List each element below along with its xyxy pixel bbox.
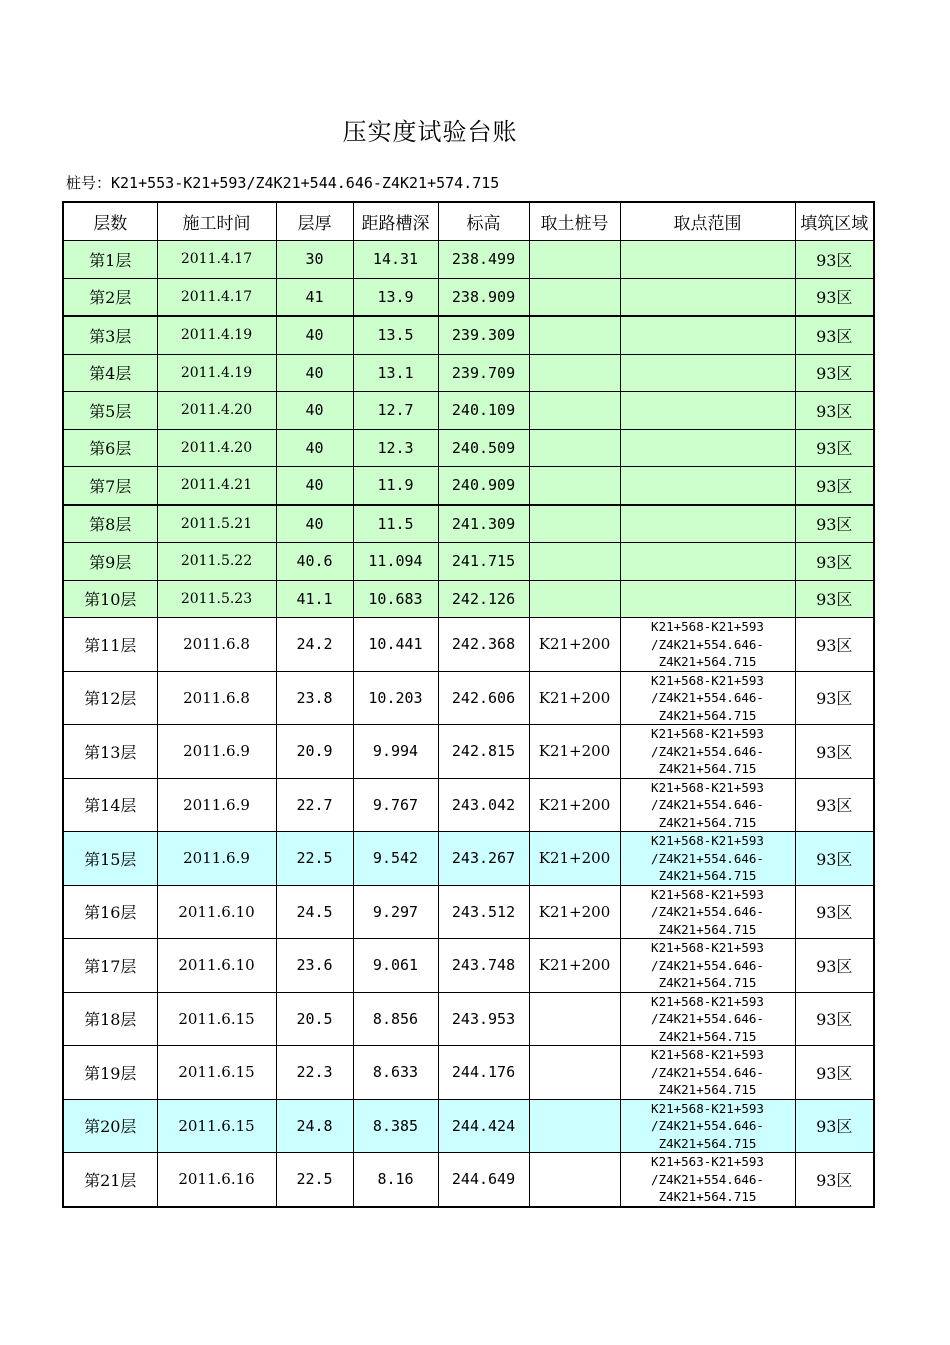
table-row <box>63 832 874 886</box>
depth-cell: 8.16 <box>353 1153 438 1207</box>
elevation-cell: 244.176 <box>438 1046 529 1100</box>
thickness-cell: 22.7 <box>276 778 353 832</box>
header-source-stake: 取土桩号 <box>529 202 620 241</box>
sampling-range-cell <box>620 580 795 618</box>
layer-cell: 第9层 <box>63 543 157 581</box>
sampling-range-cell: K21+568-K21+593 /Z4K21+554.646- Z4K21+564.715 <box>620 778 795 832</box>
thickness-cell: 40 <box>276 467 353 505</box>
source-stake-cell: K21+200 <box>529 725 620 779</box>
thickness-cell: 40 <box>276 392 353 430</box>
table-row <box>63 429 874 467</box>
thickness-cell: 40 <box>276 354 353 392</box>
source-stake-cell <box>529 580 620 618</box>
elevation-cell: 244.649 <box>438 1153 529 1207</box>
fill-zone-cell: 93区 <box>795 832 874 886</box>
fill-zone-cell: 93区 <box>795 543 874 581</box>
thickness-cell: 20.9 <box>276 725 353 779</box>
fill-zone-cell: 93区 <box>795 618 874 672</box>
fill-zone-cell: 93区 <box>795 580 874 618</box>
depth-cell: 10.203 <box>353 671 438 725</box>
source-stake-cell: K21+200 <box>529 778 620 832</box>
source-stake-cell: K21+200 <box>529 832 620 886</box>
fill-zone-cell: 93区 <box>795 354 874 392</box>
elevation-cell: 242.606 <box>438 671 529 725</box>
elevation-cell: 240.909 <box>438 467 529 505</box>
elevation-cell: 239.709 <box>438 354 529 392</box>
sampling-range-cell: K21+568-K21+593 /Z4K21+554.646- Z4K21+564.715 <box>620 992 795 1046</box>
depth-cell: 12.3 <box>353 429 438 467</box>
date-cell: 2011.6.8 <box>157 618 276 672</box>
fill-zone-cell: 93区 <box>795 467 874 505</box>
table-row <box>63 505 874 543</box>
depth-cell: 9.061 <box>353 939 438 993</box>
depth-cell: 9.994 <box>353 725 438 779</box>
header-elevation: 标高 <box>438 202 529 241</box>
depth-cell: 13.1 <box>353 354 438 392</box>
table-row <box>63 1099 874 1153</box>
compaction-ledger-table <box>62 201 875 1208</box>
sampling-range-cell <box>620 505 795 543</box>
depth-cell: 14.31 <box>353 241 438 279</box>
layer-cell: 第18层 <box>63 992 157 1046</box>
table-row <box>63 671 874 725</box>
depth-cell: 12.7 <box>353 392 438 430</box>
elevation-cell: 242.126 <box>438 580 529 618</box>
table-row <box>63 618 874 672</box>
sampling-range-cell <box>620 278 795 316</box>
fill-zone-cell: 93区 <box>795 1046 874 1100</box>
thickness-cell: 24.2 <box>276 618 353 672</box>
date-cell: 2011.6.10 <box>157 939 276 993</box>
depth-cell: 10.441 <box>353 618 438 672</box>
layer-cell: 第12层 <box>63 671 157 725</box>
layer-cell: 第7层 <box>63 467 157 505</box>
sampling-range-cell: K21+568-K21+593 /Z4K21+554.646- Z4K21+564.715 <box>620 832 795 886</box>
layer-cell: 第1层 <box>63 241 157 279</box>
table-row <box>63 241 874 279</box>
header-sampling-range: 取点范围 <box>620 202 795 241</box>
source-stake-cell <box>529 429 620 467</box>
date-cell: 2011.6.8 <box>157 671 276 725</box>
elevation-cell: 243.267 <box>438 832 529 886</box>
header-row <box>63 202 874 241</box>
date-cell: 2011.6.9 <box>157 725 276 779</box>
date-cell: 2011.5.21 <box>157 505 276 543</box>
layer-cell: 第17层 <box>63 939 157 993</box>
layer-cell: 第5层 <box>63 392 157 430</box>
thickness-cell: 41.1 <box>276 580 353 618</box>
fill-zone-cell: 93区 <box>795 725 874 779</box>
source-stake-cell <box>529 505 620 543</box>
table-row <box>63 1153 874 1207</box>
date-cell: 2011.5.23 <box>157 580 276 618</box>
thickness-cell: 23.8 <box>276 671 353 725</box>
source-stake-cell <box>529 316 620 354</box>
thickness-cell: 41 <box>276 278 353 316</box>
fill-zone-cell: 93区 <box>795 392 874 430</box>
sampling-range-cell <box>620 316 795 354</box>
table-row <box>63 778 874 832</box>
layer-cell: 第6层 <box>63 429 157 467</box>
thickness-cell: 23.6 <box>276 939 353 993</box>
header-date: 施工时间 <box>157 202 276 241</box>
sampling-range-cell: K21+568-K21+593 /Z4K21+554.646- Z4K21+564.715 <box>620 725 795 779</box>
depth-cell: 11.9 <box>353 467 438 505</box>
date-cell: 2011.4.19 <box>157 354 276 392</box>
layer-cell: 第14层 <box>63 778 157 832</box>
elevation-cell: 240.109 <box>438 392 529 430</box>
source-stake-cell <box>529 1046 620 1100</box>
date-cell: 2011.6.9 <box>157 778 276 832</box>
thickness-cell: 24.8 <box>276 1099 353 1153</box>
thickness-cell: 22.3 <box>276 1046 353 1100</box>
layer-cell: 第8层 <box>63 505 157 543</box>
layer-cell: 第3层 <box>63 316 157 354</box>
source-stake-cell: K21+200 <box>529 671 620 725</box>
layer-cell: 第19层 <box>63 1046 157 1100</box>
thickness-cell: 22.5 <box>276 1153 353 1207</box>
elevation-cell: 243.953 <box>438 992 529 1046</box>
layer-cell: 第15层 <box>63 832 157 886</box>
header-fill-zone: 填筑区域 <box>795 202 874 241</box>
sampling-range-cell <box>620 543 795 581</box>
sampling-range-cell <box>620 354 795 392</box>
table-row <box>63 992 874 1046</box>
table-row <box>63 885 874 939</box>
source-stake-cell <box>529 467 620 505</box>
date-cell: 2011.6.15 <box>157 992 276 1046</box>
fill-zone-cell: 93区 <box>795 316 874 354</box>
elevation-cell: 242.815 <box>438 725 529 779</box>
source-stake-cell <box>529 278 620 316</box>
sampling-range-cell: K21+568-K21+593 /Z4K21+554.646- Z4K21+564.715 <box>620 1099 795 1153</box>
layer-cell: 第2层 <box>63 278 157 316</box>
sampling-range-cell: K21+568-K21+593 /Z4K21+554.646- Z4K21+564.715 <box>620 885 795 939</box>
date-cell: 2011.5.22 <box>157 543 276 581</box>
elevation-cell: 241.309 <box>438 505 529 543</box>
depth-cell: 8.385 <box>353 1099 438 1153</box>
source-stake-cell: K21+200 <box>529 885 620 939</box>
sampling-range-cell: K21+568-K21+593 /Z4K21+554.646- Z4K21+564.715 <box>620 618 795 672</box>
source-stake-cell <box>529 1099 620 1153</box>
date-cell: 2011.6.9 <box>157 832 276 886</box>
date-cell: 2011.6.16 <box>157 1153 276 1207</box>
sampling-range-cell: K21+568-K21+593 /Z4K21+554.646- Z4K21+564.715 <box>620 939 795 993</box>
fill-zone-cell: 93区 <box>795 278 874 316</box>
table-row <box>63 392 874 430</box>
table-row <box>63 725 874 779</box>
table-row <box>63 543 874 581</box>
thickness-cell: 22.5 <box>276 832 353 886</box>
date-cell: 2011.4.20 <box>157 392 276 430</box>
table-row <box>63 939 874 993</box>
table-row <box>63 316 874 354</box>
layer-cell: 第13层 <box>63 725 157 779</box>
sampling-range-cell <box>620 429 795 467</box>
layer-cell: 第16层 <box>63 885 157 939</box>
fill-zone-cell: 93区 <box>795 1153 874 1207</box>
source-stake-cell <box>529 392 620 430</box>
depth-cell: 9.297 <box>353 885 438 939</box>
table-row <box>63 1046 874 1100</box>
stake-range-label: 桩号：K21+553-K21+593/Z4K21+544.646-Z4K21+574.715 <box>66 174 500 192</box>
date-cell: 2011.4.20 <box>157 429 276 467</box>
layer-cell: 第10层 <box>63 580 157 618</box>
depth-cell: 10.683 <box>353 580 438 618</box>
fill-zone-cell: 93区 <box>795 939 874 993</box>
sampling-range-cell <box>620 241 795 279</box>
header-thickness: 层厚 <box>276 202 353 241</box>
source-stake-cell: K21+200 <box>529 618 620 672</box>
page-title: 压实度试验台账 <box>342 118 518 146</box>
sampling-range-cell: K21+568-K21+593 /Z4K21+554.646- Z4K21+564.715 <box>620 671 795 725</box>
layer-cell: 第11层 <box>63 618 157 672</box>
depth-cell: 11.5 <box>353 505 438 543</box>
fill-zone-cell: 93区 <box>795 671 874 725</box>
thickness-cell: 20.5 <box>276 992 353 1046</box>
thickness-cell: 40 <box>276 505 353 543</box>
depth-cell: 9.542 <box>353 832 438 886</box>
thickness-cell: 30 <box>276 241 353 279</box>
date-cell: 2011.4.21 <box>157 467 276 505</box>
thickness-cell: 40 <box>276 316 353 354</box>
elevation-cell: 243.042 <box>438 778 529 832</box>
source-stake-cell <box>529 992 620 1046</box>
depth-cell: 11.094 <box>353 543 438 581</box>
depth-cell: 8.856 <box>353 992 438 1046</box>
date-cell: 2011.6.10 <box>157 885 276 939</box>
depth-cell: 13.9 <box>353 278 438 316</box>
fill-zone-cell: 93区 <box>795 992 874 1046</box>
source-stake-cell <box>529 354 620 392</box>
fill-zone-cell: 93区 <box>795 885 874 939</box>
depth-cell: 8.633 <box>353 1046 438 1100</box>
table-row <box>63 354 874 392</box>
elevation-cell: 241.715 <box>438 543 529 581</box>
elevation-cell: 244.424 <box>438 1099 529 1153</box>
date-cell: 2011.4.19 <box>157 316 276 354</box>
fill-zone-cell: 93区 <box>795 778 874 832</box>
fill-zone-cell: 93区 <box>795 241 874 279</box>
table-row <box>63 580 874 618</box>
fill-zone-cell: 93区 <box>795 429 874 467</box>
thickness-cell: 40 <box>276 429 353 467</box>
elevation-cell: 243.512 <box>438 885 529 939</box>
elevation-cell: 240.509 <box>438 429 529 467</box>
date-cell: 2011.6.15 <box>157 1046 276 1100</box>
source-stake-cell <box>529 1153 620 1207</box>
layer-cell: 第4层 <box>63 354 157 392</box>
sampling-range-cell <box>620 392 795 430</box>
source-stake-cell: K21+200 <box>529 939 620 993</box>
header-depth: 距路槽深 <box>353 202 438 241</box>
source-stake-cell <box>529 241 620 279</box>
thickness-cell: 24.5 <box>276 885 353 939</box>
elevation-cell: 243.748 <box>438 939 529 993</box>
fill-zone-cell: 93区 <box>795 505 874 543</box>
table-row <box>63 278 874 316</box>
layer-cell: 第20层 <box>63 1099 157 1153</box>
header-layer: 层数 <box>63 202 157 241</box>
date-cell: 2011.6.15 <box>157 1099 276 1153</box>
fill-zone-cell: 93区 <box>795 1099 874 1153</box>
elevation-cell: 239.309 <box>438 316 529 354</box>
sampling-range-cell: K21+563-K21+593 /Z4K21+554.646- Z4K21+564.715 <box>620 1153 795 1207</box>
depth-cell: 13.5 <box>353 316 438 354</box>
elevation-cell: 238.499 <box>438 241 529 279</box>
sampling-range-cell: K21+568-K21+593 /Z4K21+554.646- Z4K21+564.715 <box>620 1046 795 1100</box>
source-stake-cell <box>529 543 620 581</box>
depth-cell: 9.767 <box>353 778 438 832</box>
elevation-cell: 242.368 <box>438 618 529 672</box>
layer-cell: 第21层 <box>63 1153 157 1207</box>
date-cell: 2011.4.17 <box>157 241 276 279</box>
date-cell: 2011.4.17 <box>157 278 276 316</box>
sampling-range-cell <box>620 467 795 505</box>
table-row <box>63 467 874 505</box>
thickness-cell: 40.6 <box>276 543 353 581</box>
elevation-cell: 238.909 <box>438 278 529 316</box>
